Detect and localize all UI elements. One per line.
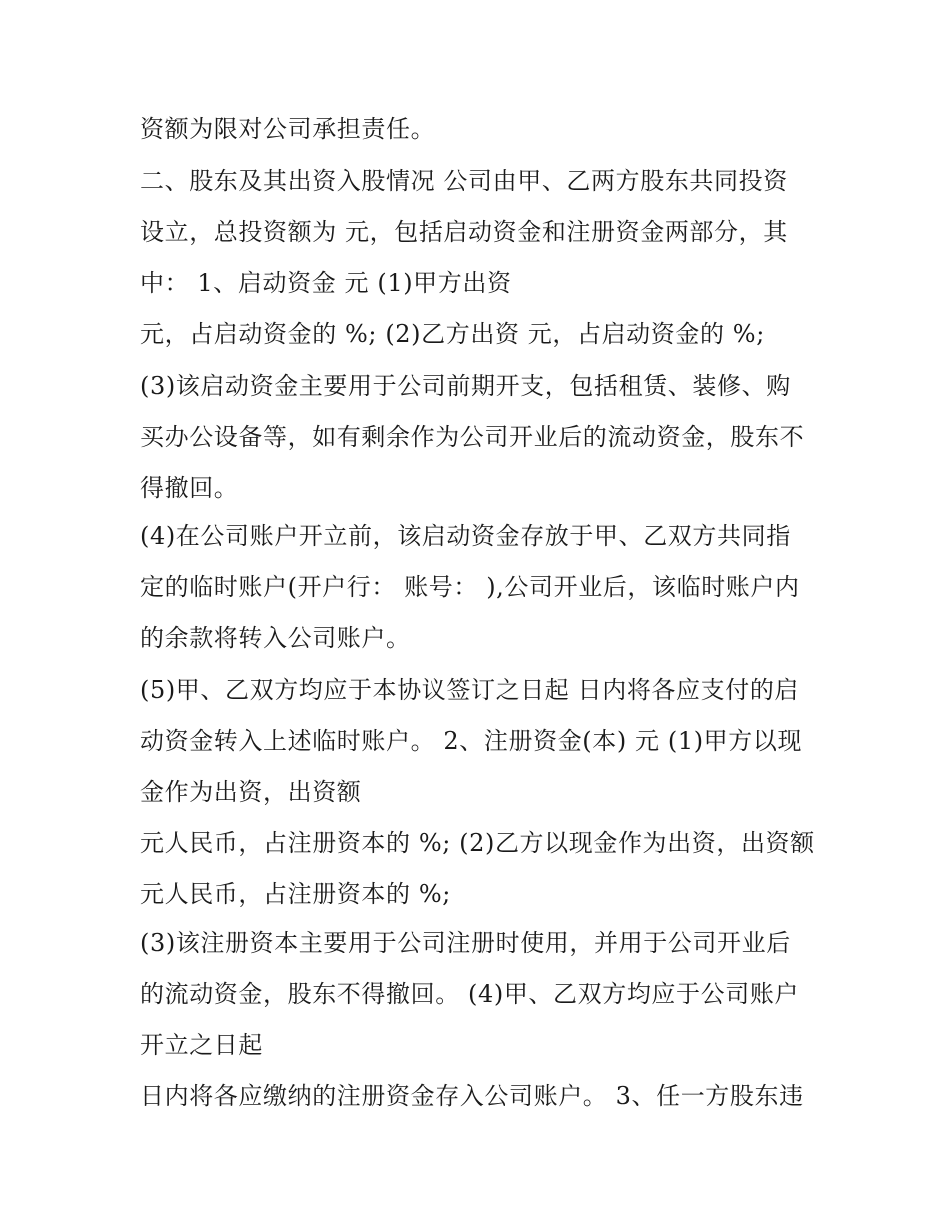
text-line: 元人民币，占注册资本的 %;	[140, 880, 451, 908]
text-line: 日内将各应缴纳的注册资金存入公司账户。 3、任一方股东违	[140, 1082, 804, 1110]
text-line: 得撤回。	[140, 474, 239, 502]
text-line: 资额为限对公司承担责任。	[140, 115, 436, 143]
text-line: (4)在公司账户开立前，该启动资金存放于甲、乙双方共同指	[140, 522, 791, 550]
text-line: (3)该启动资金主要用于公司前期开支，包括租赁、装修、购	[140, 372, 791, 400]
text-line: 买办公设备等，如有剩余作为公司开业后的流动资金，股东不	[140, 423, 805, 451]
text-line: 开立之日起	[140, 1031, 263, 1059]
text-line: 设立，总投资额为 元，包括启动资金和注册资金两部分，其	[140, 218, 788, 246]
text-line: 二、股东及其出资入股情况 公司由甲、乙两方股东共同投资	[140, 167, 788, 195]
text-line: 元人民币，占注册资本的 %; (2)乙方以现金作为出资，出资额	[140, 829, 815, 857]
text-line: 动资金转入上述临时账户。 2、注册资金(本) 元 (1)甲方以现	[140, 727, 803, 755]
text-line: 的余款将转入公司账户。	[140, 624, 411, 652]
text-line: 的流动资金，股东不得撤回。 (4)甲、乙双方均应于公司账户	[140, 980, 800, 1008]
text-line: (3)该注册资本主要用于公司注册时使用，并用于公司开业后	[140, 929, 791, 957]
text-line: 金作为出资，出资额	[140, 778, 362, 806]
text-line: 元，占启动资金的 %; (2)乙方出资 元，占启动资金的 %;	[140, 320, 765, 348]
text-line: (5)甲、乙双方均应于本协议签订之日起 日内将各应支付的启	[140, 676, 800, 704]
text-line: 定的临时账户(开户行： 账号： ),公司开业后，该临时账户内	[140, 573, 800, 601]
text-line: 中： 1、启动资金 元 (1)甲方出资	[140, 269, 512, 297]
